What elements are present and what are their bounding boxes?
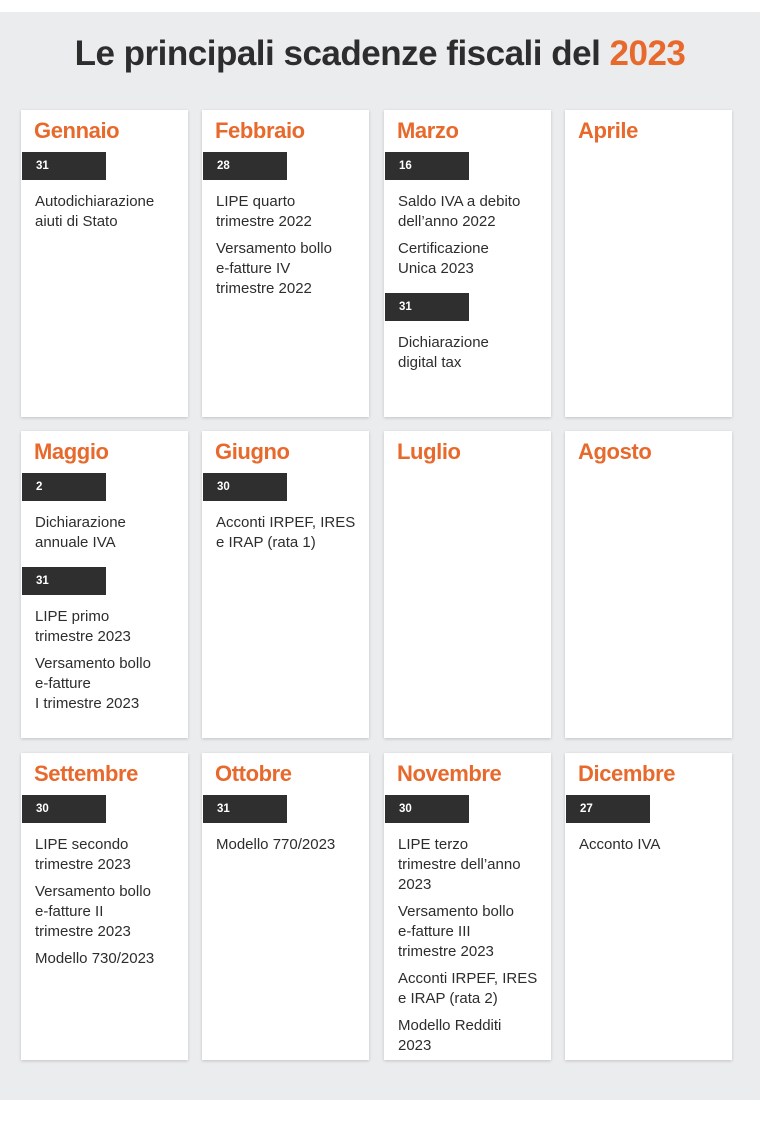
deadline-items <box>21 823 188 969</box>
month-name: Aprile <box>578 118 638 143</box>
deadline-group <box>21 795 188 969</box>
month-name: Agosto <box>578 439 652 464</box>
month-name: Ottobre <box>215 761 292 786</box>
title-year: 2023 <box>609 34 686 73</box>
deadline-list <box>384 795 551 1063</box>
deadline-item: Dichiarazione annuale IVA <box>35 514 126 551</box>
deadline-group <box>384 152 551 279</box>
deadline-list <box>202 152 369 306</box>
deadline-items <box>21 501 188 553</box>
month-card-maggio <box>21 431 188 738</box>
month-name: Luglio <box>397 439 461 464</box>
deadline-list <box>202 473 369 560</box>
deadline-item: Dichiarazione digital tax <box>398 334 489 371</box>
day-badge: 30 <box>385 795 469 823</box>
day-badge: 30 <box>22 795 106 823</box>
deadline-item: Modello 730/2023 <box>35 950 155 967</box>
month-card-marzo <box>384 110 551 417</box>
day-badge: 28 <box>203 152 287 180</box>
month-card-giugno <box>202 431 369 738</box>
deadline-item: Versamento bollo e-fatture IV trimestre 2022 <box>216 240 332 297</box>
month-name: Settembre <box>34 761 138 786</box>
deadline-items <box>21 595 188 714</box>
day-badge: 30 <box>203 473 287 501</box>
deadline-item: LIPE secondo trimestre 2023 <box>35 836 131 873</box>
deadline-items <box>565 823 732 855</box>
deadline-list <box>21 795 188 976</box>
month-card-aprile <box>565 110 732 417</box>
deadline-items <box>202 823 369 855</box>
deadline-group <box>384 293 551 373</box>
deadline-group <box>202 152 369 299</box>
deadline-item: Acconto IVA <box>579 836 661 853</box>
day-badge: 27 <box>566 795 650 823</box>
deadline-item: Versamento bollo e-fatture III trimestre 2023 <box>398 903 514 960</box>
deadline-item: Saldo IVA a debito dell’anno 2022 <box>398 193 521 230</box>
month-name: Marzo <box>397 118 459 143</box>
deadline-list <box>565 795 732 862</box>
deadline-list <box>21 473 188 721</box>
deadline-list <box>384 152 551 380</box>
day-badge: 31 <box>385 293 469 321</box>
deadline-item: Certificazione Unica 2023 <box>398 240 489 277</box>
deadline-item: Modello Redditi 2023 <box>398 1017 502 1054</box>
deadline-item: LIPE primo trimestre 2023 <box>35 608 131 645</box>
deadline-item: Autodichiarazione aiuti di Stato <box>35 193 155 230</box>
deadline-group <box>202 795 369 855</box>
day-badge: 16 <box>385 152 469 180</box>
month-name: Dicembre <box>578 761 676 786</box>
deadline-item: LIPE terzo trimestre dell’anno 2023 <box>398 836 521 893</box>
title-prefix: Le principali scadenze fiscali del <box>74 34 610 73</box>
month-card-gennaio <box>21 110 188 417</box>
deadline-item: LIPE quarto trimestre 2022 <box>216 193 312 230</box>
deadline-group <box>21 152 188 232</box>
month-name: Gennaio <box>34 118 120 143</box>
deadline-list <box>202 795 369 862</box>
deadline-item: Acconti IRPEF, IRES e IRAP (rata 2) <box>398 970 538 1007</box>
deadline-item: Versamento bollo e-fatture I trimestre 2023 <box>35 655 151 712</box>
month-card-luglio <box>384 431 551 738</box>
page-title <box>0 34 760 74</box>
deadline-list <box>21 152 188 239</box>
deadline-group <box>384 795 551 1056</box>
deadline-item: Acconti IRPEF, IRES e IRAP (rata 1) <box>216 514 356 551</box>
month-name: Maggio <box>34 439 109 464</box>
day-badge: 2 <box>22 473 106 501</box>
day-badge: 31 <box>22 567 106 595</box>
deadline-items <box>384 180 551 279</box>
deadline-items <box>202 501 369 553</box>
month-name: Giugno <box>215 439 290 464</box>
month-card-ottobre <box>202 753 369 1060</box>
deadline-group <box>21 473 188 553</box>
month-card-settembre <box>21 753 188 1060</box>
day-badge: 31 <box>203 795 287 823</box>
deadline-items <box>21 180 188 232</box>
month-card-novembre <box>384 753 551 1060</box>
deadline-item: Versamento bollo e-fatture II trimestre 2023 <box>35 883 151 940</box>
deadline-item: Modello 770/2023 <box>216 836 336 853</box>
deadline-group <box>21 567 188 714</box>
deadline-items <box>384 823 551 1056</box>
month-card-febbraio <box>202 110 369 417</box>
deadline-group <box>565 795 732 855</box>
month-name: Febbraio <box>215 118 305 143</box>
month-card-dicembre <box>565 753 732 1060</box>
day-badge: 31 <box>22 152 106 180</box>
month-card-agosto <box>565 431 732 738</box>
deadline-group <box>202 473 369 553</box>
deadline-items <box>384 321 551 373</box>
month-name: Novembre <box>397 761 502 786</box>
deadline-items <box>202 180 369 299</box>
